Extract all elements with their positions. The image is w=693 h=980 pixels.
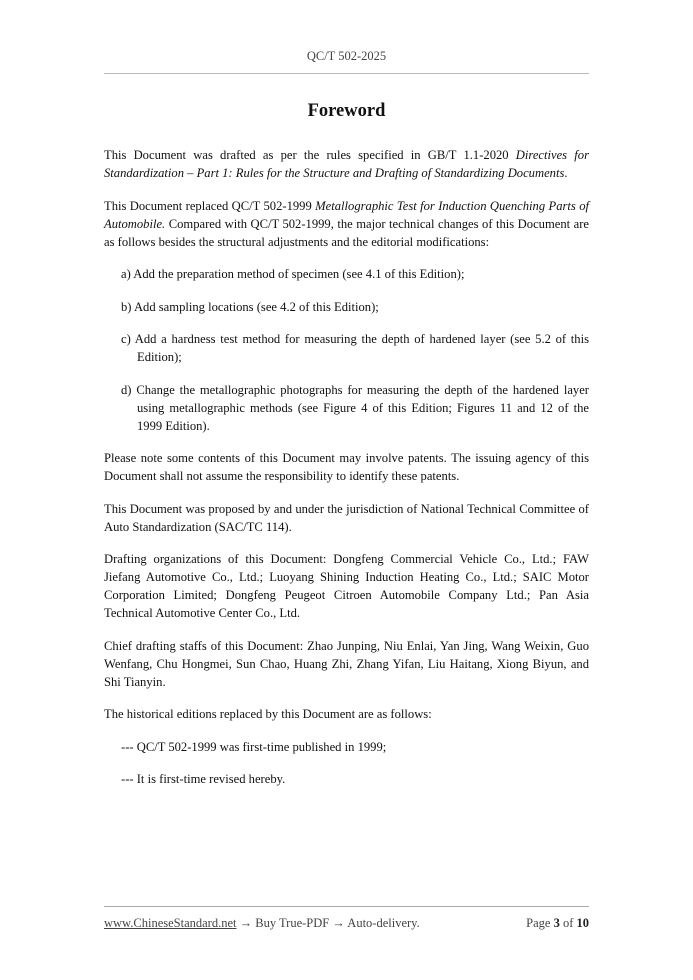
footer-divider <box>104 906 589 907</box>
list-item: c) Add a hardness test method for measuring the depth of hardened layer (see 5.2 of this Edition); <box>121 332 589 364</box>
paragraph-drafting-rules: This Document was drafted as per the rules specified in GB/T 1.1-2020 Directives for Standardization – Part 1: Rules for the Structure and Drafting of Standardizing Documents. <box>104 148 589 180</box>
paragraph-proposed: This Document was proposed by and under the jurisdiction of National Technical Committee of Auto Standardization (SAC/TC 114). <box>104 501 589 534</box>
history-item: --- It is first-time revised hereby. <box>121 772 286 786</box>
document-body <box>104 146 589 803</box>
website-link[interactable]: www.ChineseStandard.net <box>104 916 237 930</box>
list-item: a) Add the preparation method of specimen (see 4.1 of this Edition); <box>121 267 465 281</box>
footer-promo: www.ChineseStandard.net → Buy True-PDF → Auto-delivery. <box>104 916 420 930</box>
paragraph-historical: The historical editions replaced by this Document are as follows: <box>104 707 432 721</box>
paragraph-drafting-staff: Chief drafting staffs of this Document: Zhao Junping, Niu Enlai, Yan Jing, Wang Weixin, Guo Wenfang, Chu Hongmei, Sun Chao, Huang Zhi, Zhang Yifan, Liu Haitang, Xiong Biyun, and Shi Tianyin. <box>104 638 589 689</box>
running-header: QC/T 502-2025 <box>306 49 387 63</box>
history-item: --- QC/T 502-1999 was first-time published in 1999; <box>121 739 387 754</box>
page-title: Foreword <box>307 101 386 121</box>
paragraph-replaced: This Document replaced QC/T 502-1999 Metallographic Test for Induction Quenching Parts of Automobile. Compared with QC/T 502-1999, the major technical changes of this Document are as follows besides the structural adjustments and the editorial modifications: <box>104 198 589 249</box>
page-number: Page 3 of 10 <box>526 916 589 930</box>
header-divider <box>104 73 589 74</box>
paragraph-drafting-orgs: Drafting organizations of this Document: Dongfeng Commercial Vehicle Co., Ltd.; FAW Jiefang Automotive Co., Ltd.; Luoyang Shining Induction Heating Co., Ltd.; SAIC Motor Corporation Limited; Dongfeng Peugeot Citroen Automobile Company Ltd.; Pan Asia Technical Automotive Center Co., Ltd. <box>104 552 589 620</box>
paragraph-patents: Please note some contents of this Document may involve patents. The issuing agency of this Document shall not assume the responsibility to identify these patents. <box>104 451 589 483</box>
list-item: b) Add sampling locations (see 4.2 of this Edition); <box>121 299 379 314</box>
list-item: d) Change the metallographic photographs for measuring the depth of the hardened layer using metallographic methods (see Figure 4 of this Edition; Figures 11 and 12 of the 1999 Edition). <box>121 382 589 433</box>
page-footer <box>104 916 589 931</box>
